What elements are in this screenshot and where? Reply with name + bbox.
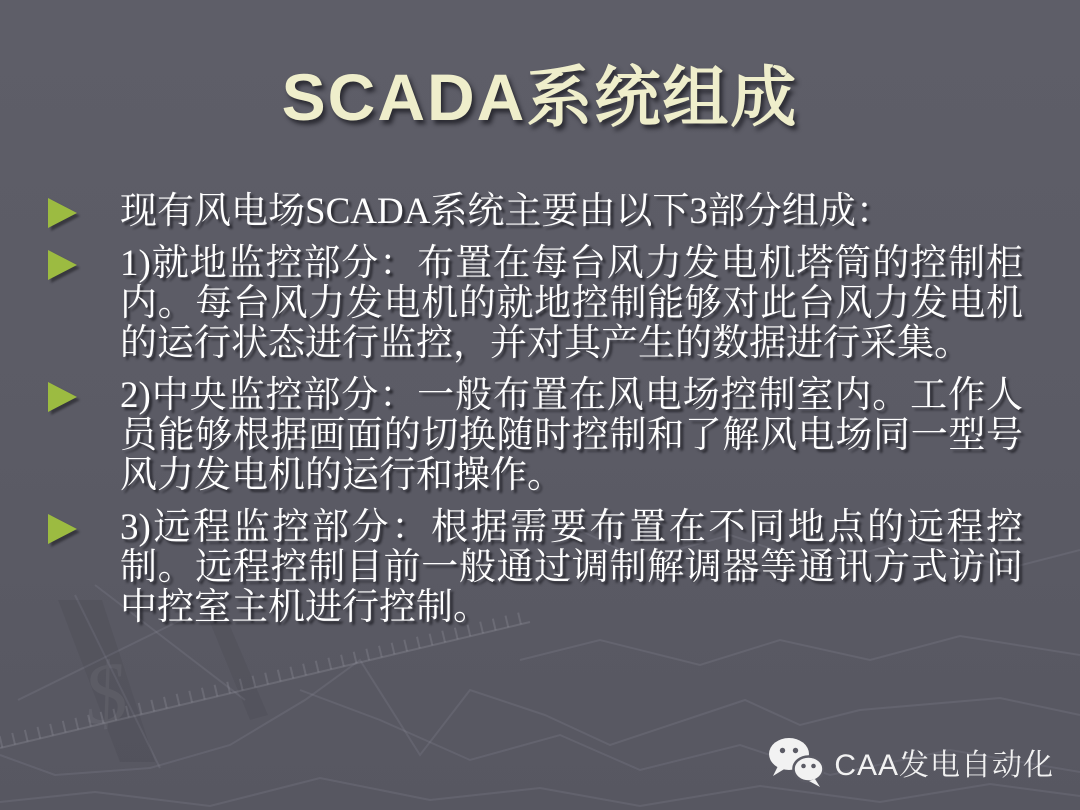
bullet-text: 3)远程监控部分：根据需要布置在不同地点的远程控制。远程控制目前一般通过调制解调器等通讯方式访问中控室主机进行控制。: [120, 507, 1023, 628]
bullet-list: [48, 192, 1023, 640]
bullet-text: 1)就地监控部分：布置在每台风力发电机塔筒的控制柜内。每台风力发电机的就地控制能够对此台风力发电机的运行状态进行监控，并对其产生的数据进行采集。: [120, 243, 1023, 364]
slide-title: SCADA系统组成: [281, 60, 799, 134]
bullet-text: 2)中央监控部分：一般布置在风电场控制室内。工作人员能够根据画面的切换随时控制和了解风电场同一型号风力发电机的运行和操作。: [120, 375, 1023, 496]
bullet-item-local-monitoring: [48, 244, 1023, 364]
bullet-item-overview: [48, 192, 1023, 232]
bullet-item-central-monitoring: [48, 376, 1023, 496]
triangle-bullet-icon: [48, 382, 77, 412]
triangle-bullet-icon: [48, 514, 77, 544]
watermark: [768, 736, 1054, 788]
svg-text:$: $: [77, 642, 134, 744]
triangle-bullet-icon: [48, 250, 77, 280]
bullet-item-remote-monitoring: [48, 508, 1023, 628]
bullet-text: 现有风电场SCADA系统主要由以下3部分组成：: [120, 191, 893, 232]
watermark-label: CAA发电自动化: [834, 749, 1054, 782]
triangle-bullet-icon: [48, 198, 77, 228]
wechat-icon: [768, 736, 824, 788]
